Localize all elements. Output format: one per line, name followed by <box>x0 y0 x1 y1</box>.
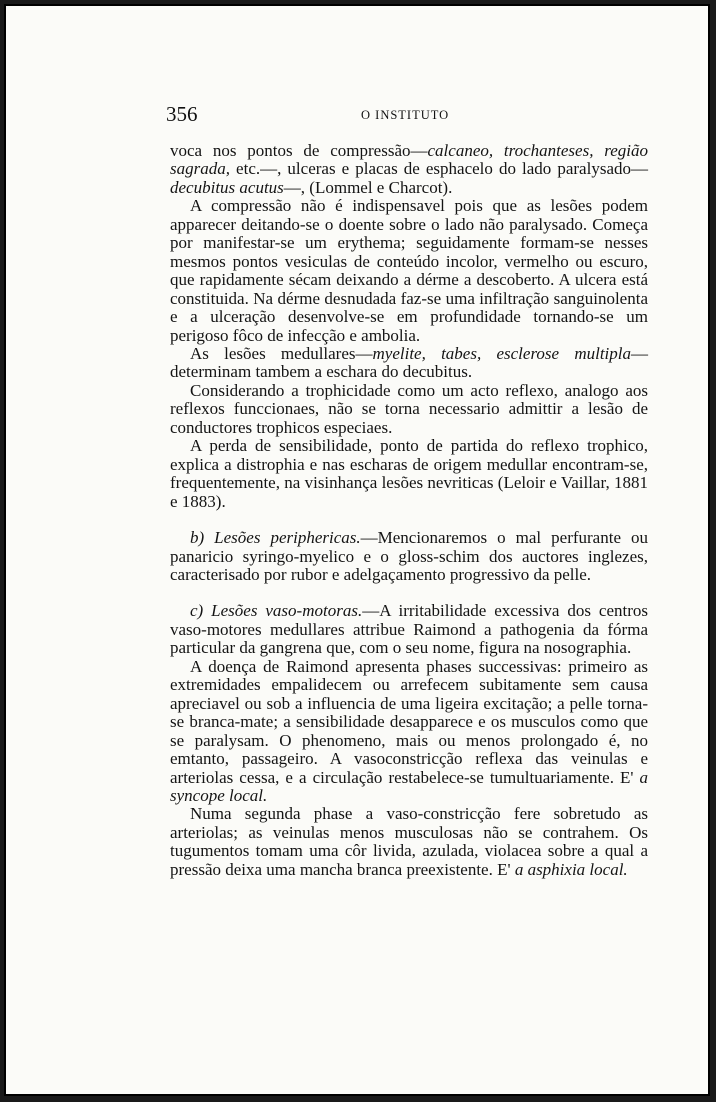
paragraph-3 <box>170 345 648 382</box>
italic-run: myelite, tabes, esclerose multipla <box>372 343 631 363</box>
paragraph-1 <box>170 142 648 197</box>
text-run: Numa segunda phase a vaso-constricção fere sobretudo as arteriolas; as veinulas menos musculosas não se contrahem. Os tugumentos tomam uma côr livida, azulada, violacea sobre a qual a pressão deixa uma mancha branca preexistente. E' <box>170 804 648 879</box>
text-run: —Mencionaremos o mal perfurante ou panaricio syringo-myelico e o gloss-schim dos auctores inglezes, caracterisado por rubor e adelgaçamento progressivo da pelle. <box>170 528 648 584</box>
section-c-paragraph <box>170 602 648 657</box>
italic-run: calcaneo, trochanteses, região sagrada, <box>170 141 648 179</box>
section-b-paragraph <box>170 529 648 584</box>
italic-run: a asphixia local. <box>514 859 628 879</box>
paragraph-2: A compressão não é indispensavel pois que as lesões podem apparecer deitando-se o doente sobre o lado não paralysado. Começa por manifestar-se um erythema; seguidamente formam-se nesses mesmos pontos vesiculas de conteúdo incolor, vermelho ou escuro, que rapidamente sécam deixando a dérme a descoberto. A ulcera está constituida. Na dérme desnudada faz-se uma infiltração sanguinolenta e a ulceração desenvolve-se em profundidade tornando-se um perigoso fôco de infecção e ambolia. <box>170 196 648 345</box>
text-run: As lesões medullares— <box>190 343 373 363</box>
paragraph-4: Considerando a trophicidade como um acto reflexo, analogo aos reflexos funccionaes, não se torna necessario admittir a lesão de conductores trophicos especiaes. <box>170 380 648 437</box>
text-run: etc.—, ulceras e placas de esphacelo do lado paralysado— <box>229 159 648 179</box>
text-run: —determinam tambem a eschara do decubitus. <box>170 343 648 382</box>
text-run: —, (Lommel e Charcot). <box>283 177 453 197</box>
text-run: A doença de Raimond apresenta phases successivas: primeiro as extremidades empalidecem ou arrefecem subitamente sem causa apreciavel ou sob a influencia de uma ligeira excitação; a pelle torna-se branca-mate; a sensibilidade desapparece e os musculos como que se paralysam. O phenomeno, mais ou menos prolongado é, no emtanto, passageiro. A vasoconstricção reflexa das veinulas e arteriolas cessa, e a circulação restabelece-se tumultuariamente. E' <box>170 656 648 787</box>
page-number: 356 <box>166 102 198 126</box>
paragraph-8 <box>170 658 648 806</box>
text-run: —A irritabilidade excessiva dos centros vaso-motores medullares attribue Raimond a pathogenia da fórma particular da gangrena que, com o seu nome, figura na nosographia. <box>170 601 648 658</box>
paragraph-9 <box>170 805 648 879</box>
text-run: voca nos pontos de compressão— <box>170 141 428 160</box>
paragraph-5: A perda de sensibilidade, ponto de partida do reflexo trophico, explica a distrophia e nas escharas de origem medullar encontram-se, frequentemente, na visinhança lesões nevriticas (Leloir e Vaillar, 1881 e 1883). <box>170 436 648 511</box>
page-header <box>166 102 656 130</box>
running-title: O INSTITUTO <box>361 108 450 122</box>
book-page <box>4 4 710 1096</box>
italic-run: decubitus acutus <box>170 177 284 197</box>
section-heading: c) Lesões vaso-motoras. <box>190 601 363 621</box>
section-heading: b) Lesões periphericas. <box>190 528 361 548</box>
italic-run: a syncope local. <box>170 767 648 805</box>
body-text <box>170 142 648 879</box>
